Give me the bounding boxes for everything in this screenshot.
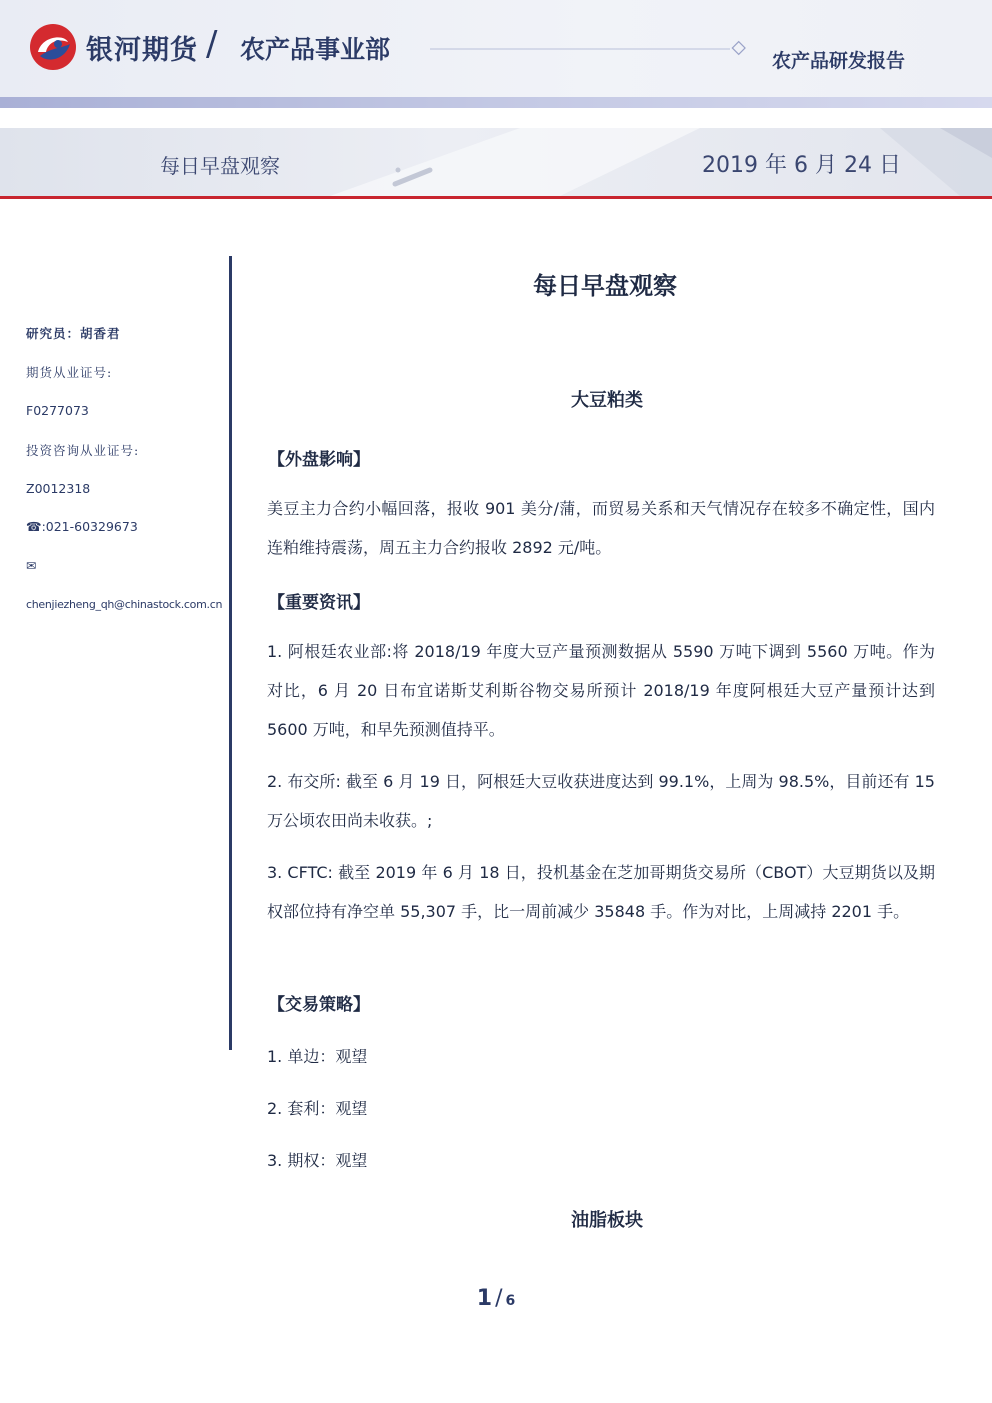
page-current: 1	[476, 1286, 493, 1311]
page-separator: /	[495, 1286, 503, 1311]
strategy-item-2: 2. 套利：观望	[267, 1099, 368, 1118]
header-accent-bar	[0, 97, 992, 108]
report-type: 农产品研发报告	[772, 50, 906, 72]
heading-news: 【重要资讯】	[268, 593, 370, 613]
invest-cert-number: Z0012318	[26, 481, 91, 496]
header-red-line	[0, 196, 992, 199]
band-title: 每日早盘观察	[160, 154, 280, 178]
news-item-1: 1. 阿根廷农业部:将 2018/19 年度大豆产量预测数据从 5590 万吨下调到 5560 万吨。作为对比，6 月 20 日布宜诺斯艾利斯谷物交易所预计 2018/19 年度阿根廷大豆产量预计达到 5600 万吨，和早先预测值持平。	[267, 642, 935, 739]
researcher-name: 研究员：胡香君	[26, 326, 121, 341]
division-name: 农产品事业部	[240, 35, 391, 64]
page-total: 6	[505, 1293, 516, 1309]
phone-number: ☎:021-60329673	[26, 519, 138, 534]
mail-icon: ✉	[26, 558, 37, 573]
heading-outer-market: 【外盘影响】	[268, 450, 370, 470]
section-oils: 油脂板块	[571, 1210, 643, 1231]
document-title: 每日早盘观察	[533, 272, 677, 300]
header-slash: /	[206, 24, 218, 64]
company-name: 银河期货	[86, 35, 198, 66]
section-soybean: 大豆粕类	[571, 390, 643, 411]
news-item-2: 2. 布交所: 截至 6 月 19 日，阿根廷大豆收获进度达到 99.1%，上周为 98.5%，目前还有 15 万公顷农田尚未收获。;	[267, 772, 935, 830]
futures-cert-label: 期货从业证号:	[26, 365, 113, 380]
strategy-item-3: 3. 期权：观望	[267, 1151, 368, 1170]
page-indicator	[0, 1286, 992, 1311]
email-address[interactable]: chenjiezheng_qh@chinastock.com.cn	[26, 598, 223, 611]
title-band	[0, 128, 992, 196]
invest-cert-label: 投资咨询从业证号:	[26, 443, 140, 458]
header-band	[0, 0, 992, 97]
futures-cert-number: F0277073	[26, 403, 89, 418]
sidebar-divider	[229, 256, 232, 1050]
news-item-3: 3. CFTC: 截至 2019 年 6 月 18 日，投机基金在芝加哥期货交易所（CBOT）大豆期货以及期权部位持有净空单 55,307 手，比一周前减少 35848 手。作为对比，上周减持 2201 手。	[267, 863, 935, 921]
strategy-item-1: 1. 单边：观望	[267, 1047, 368, 1066]
paragraph-outer-market: 美豆主力合约小幅回落，报收 901 美分/蒲，而贸易关系和天气情况存在较多不确定性，国内连粕维持震荡，周五主力合约报收 2892 元/吨。	[267, 499, 935, 557]
heading-strategy: 【交易策略】	[268, 995, 370, 1015]
report-date: 2019 年 6 月 24 日	[702, 153, 901, 178]
galaxy-logo-icon	[28, 22, 78, 72]
header-decoration	[430, 40, 760, 58]
